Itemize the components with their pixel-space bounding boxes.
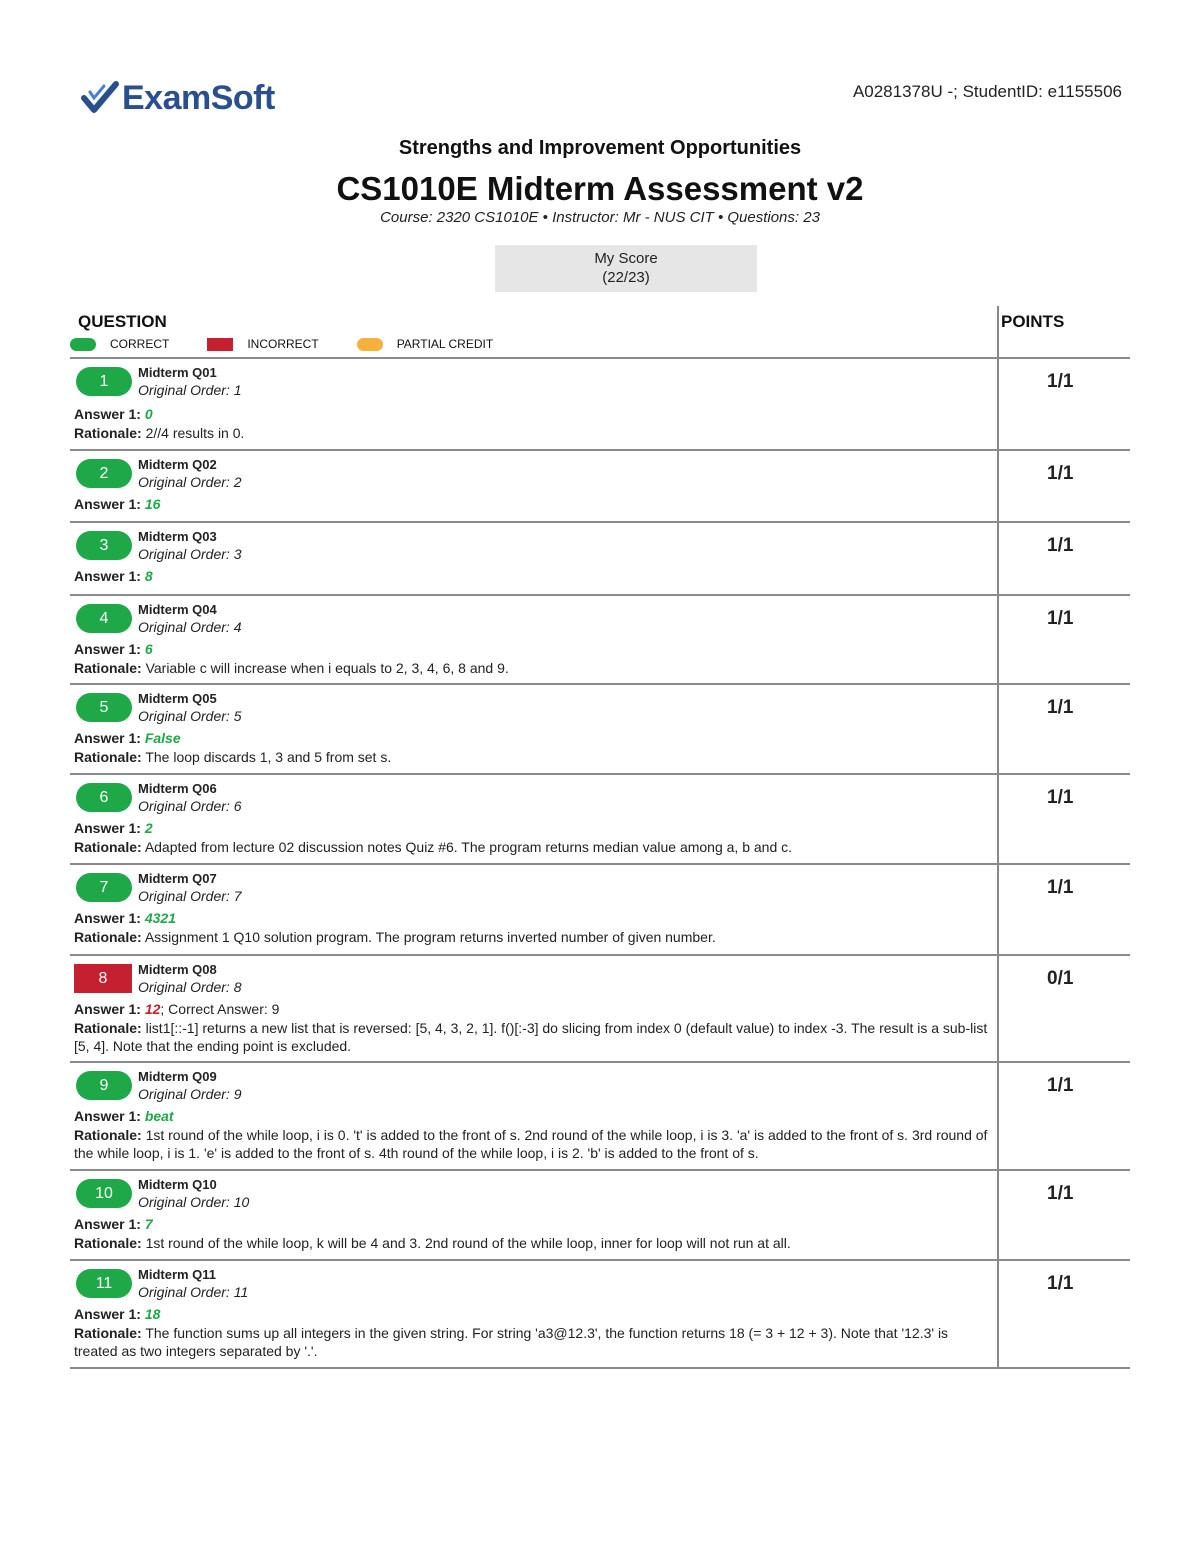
question-name: Midterm Q11 xyxy=(138,1267,217,1282)
answer-line xyxy=(74,730,181,746)
question-points: 1/1 xyxy=(1047,371,1074,392)
rationale-line xyxy=(74,1234,989,1252)
answer-line xyxy=(74,1108,174,1124)
rationale-line xyxy=(74,838,989,856)
question-row xyxy=(70,449,1130,521)
answer-value: beat xyxy=(144,1108,174,1124)
question-name: Midterm Q09 xyxy=(138,1069,217,1084)
answer-label: Answer 1: xyxy=(74,1108,141,1124)
answer-label: Answer 1: xyxy=(74,496,141,512)
rationale-line xyxy=(74,748,989,766)
points-column-header: POINTS xyxy=(1001,312,1065,331)
question-row xyxy=(70,1259,1130,1369)
question-number-badge: 5 xyxy=(76,693,132,722)
question-row xyxy=(70,773,1130,863)
answer-value: 6 xyxy=(144,641,153,657)
correct-answer: ; Correct Answer: 9 xyxy=(160,1001,280,1017)
original-order: Original Order: 8 xyxy=(138,979,242,995)
rationale-text: list1[::-1] returns a new list that is reversed: [5, 4, 3, 2, 1]. f()[:-3] do slicing from index 0 (default value) to index -3. The result is a sub-list [5, 4]. Note that the ending point is excluded. xyxy=(74,1020,988,1054)
question-name: Midterm Q07 xyxy=(138,871,217,886)
exam-meta: Course: 2320 CS1010E • Instructor: Mr - NUS CIT • Questions: 23 xyxy=(380,209,820,226)
check-logo-icon xyxy=(80,78,120,118)
rationale-text: The function sums up all integers in the given string. For string 'a3@12.3', the function returns 18 (= 3 + 12 + 3). Note that '12.3' is treated as two integers separated by '.'. xyxy=(74,1325,949,1359)
question-name: Midterm Q10 xyxy=(138,1177,217,1192)
question-points: 1/1 xyxy=(1047,608,1074,629)
legend-incorrect: INCORRECT xyxy=(247,337,319,351)
answer-label: Answer 1: xyxy=(74,1001,141,1017)
question-list xyxy=(70,357,1130,1369)
incorrect-swatch xyxy=(207,338,233,351)
question-points: 0/1 xyxy=(1047,968,1074,989)
question-name: Midterm Q01 xyxy=(138,365,217,380)
question-row xyxy=(70,521,1130,594)
answer-label: Answer 1: xyxy=(74,1306,141,1322)
answer-value: 16 xyxy=(144,496,161,512)
answer-line xyxy=(74,1306,160,1322)
question-number-badge: 3 xyxy=(76,531,132,560)
answer-label: Answer 1: xyxy=(74,406,141,422)
rationale-text: 1st round of the while loop, i is 0. 't' is added to the front of s. 2nd round of the while loop, i is 3. 'a' is added to the front of s. 3rd round of the while loop, i is 1. 'e' is added to the front of s. 4th round of the while loop, i is 2. 'b' is added to the front of s. xyxy=(74,1127,988,1161)
legend xyxy=(70,337,531,351)
question-number-badge: 4 xyxy=(76,604,132,633)
rationale-line xyxy=(74,424,989,442)
answer-line xyxy=(74,568,153,584)
rationale-text: The loop discards 1, 3 and 5 from set s. xyxy=(145,749,392,765)
rationale-text: Variable c will increase when i equals to 2, 3, 4, 6, 8 and 9. xyxy=(145,660,509,676)
answer-line xyxy=(74,820,153,836)
rationale-line xyxy=(74,659,989,677)
rationale-text: 1st round of the while loop, k will be 4 and 3. 2nd round of the while loop, inner for loop will not run at all. xyxy=(145,1235,791,1251)
question-number-badge: 7 xyxy=(76,873,132,902)
legend-partial: PARTIAL CREDIT xyxy=(396,337,494,351)
question-row xyxy=(70,1061,1130,1169)
answer-line xyxy=(74,1001,279,1017)
rationale-label: Rationale: xyxy=(74,425,142,441)
rationale-line xyxy=(74,1019,989,1055)
answer-value: 18 xyxy=(144,1306,161,1322)
legend-correct: CORRECT xyxy=(110,337,170,351)
score-label: My Score xyxy=(594,250,658,267)
question-number-badge: 9 xyxy=(76,1071,132,1100)
question-points: 1/1 xyxy=(1047,463,1074,484)
original-order: Original Order: 9 xyxy=(138,1086,242,1102)
rationale-label: Rationale: xyxy=(74,660,142,676)
answer-label: Answer 1: xyxy=(74,1216,141,1232)
answer-value: 12 xyxy=(144,1001,161,1017)
rationale-label: Rationale: xyxy=(74,1235,142,1251)
rationale-text: Assignment 1 Q10 solution program. The program returns inverted number of given number. xyxy=(144,929,716,945)
question-name: Midterm Q03 xyxy=(138,529,217,544)
original-order: Original Order: 6 xyxy=(138,798,242,814)
question-points: 1/1 xyxy=(1047,697,1074,718)
correct-swatch xyxy=(70,338,96,351)
rationale-label: Rationale: xyxy=(74,839,142,855)
answer-label: Answer 1: xyxy=(74,910,141,926)
original-order: Original Order: 4 xyxy=(138,619,242,635)
question-name: Midterm Q05 xyxy=(138,691,217,706)
original-order: Original Order: 1 xyxy=(138,382,242,398)
score-value: (22/23) xyxy=(602,269,650,286)
table-header xyxy=(70,306,1130,357)
rationale-label: Rationale: xyxy=(74,1127,142,1143)
answer-line xyxy=(74,406,153,422)
answer-label: Answer 1: xyxy=(74,820,141,836)
original-order: Original Order: 11 xyxy=(138,1284,249,1300)
question-name: Midterm Q08 xyxy=(138,962,217,977)
question-points: 1/1 xyxy=(1047,535,1074,556)
rationale-line xyxy=(74,928,989,946)
question-number-badge: 8 xyxy=(74,964,132,993)
question-number-badge: 6 xyxy=(76,783,132,812)
question-row xyxy=(70,863,1130,954)
partial-swatch xyxy=(357,338,383,351)
question-row xyxy=(70,1169,1130,1259)
rationale-text: Adapted from lecture 02 discussion notes Quiz #6. The program returns median value among a, b and c. xyxy=(144,839,793,855)
answer-label: Answer 1: xyxy=(74,641,141,657)
question-name: Midterm Q04 xyxy=(138,602,217,617)
question-points: 1/1 xyxy=(1047,877,1074,898)
answer-value: 0 xyxy=(144,406,153,422)
question-row xyxy=(70,594,1130,683)
question-points: 1/1 xyxy=(1047,1183,1074,1204)
rationale-label: Rationale: xyxy=(74,1325,142,1341)
rationale-label: Rationale: xyxy=(74,1020,142,1036)
original-order: Original Order: 5 xyxy=(138,708,242,724)
score-box xyxy=(495,245,757,292)
original-order: Original Order: 7 xyxy=(138,888,242,904)
rationale-text: 2//4 results in 0. xyxy=(145,425,245,441)
report-subtitle: Strengths and Improvement Opportunities xyxy=(398,137,802,159)
examsoft-logo xyxy=(80,76,275,120)
original-order: Original Order: 2 xyxy=(138,474,242,490)
question-number-badge: 1 xyxy=(76,367,132,396)
answer-label: Answer 1: xyxy=(74,568,141,584)
question-row xyxy=(70,954,1130,1061)
question-points: 1/1 xyxy=(1047,1075,1074,1096)
question-name: Midterm Q02 xyxy=(138,457,217,472)
question-row xyxy=(70,357,1130,449)
answer-line xyxy=(74,910,176,926)
question-number-badge: 11 xyxy=(76,1269,132,1298)
rationale-label: Rationale: xyxy=(74,749,142,765)
original-order: Original Order: 3 xyxy=(138,546,242,562)
answer-line xyxy=(74,496,160,512)
rationale-label: Rationale: xyxy=(74,929,142,945)
question-column-header: QUESTION xyxy=(78,312,167,331)
question-name: Midterm Q06 xyxy=(138,781,217,796)
answer-value: 7 xyxy=(144,1216,153,1232)
rationale-line xyxy=(74,1324,989,1360)
rationale-line xyxy=(74,1126,989,1162)
answer-value: 4321 xyxy=(144,910,176,926)
brand-name: ExamSoft xyxy=(122,78,275,117)
answer-label: Answer 1: xyxy=(74,730,141,746)
answer-value: 8 xyxy=(144,568,153,584)
answer-value: False xyxy=(144,730,181,746)
answer-line xyxy=(74,641,153,657)
original-order: Original Order: 10 xyxy=(138,1194,250,1210)
question-points: 1/1 xyxy=(1047,1273,1074,1294)
question-row xyxy=(70,683,1130,773)
exam-title: CS1010E Midterm Assessment v2 xyxy=(336,170,864,207)
question-number-badge: 10 xyxy=(76,1179,132,1208)
question-number-badge: 2 xyxy=(76,459,132,488)
answer-line xyxy=(74,1216,153,1232)
student-id: A0281378U -; StudentID: e1155506 xyxy=(852,82,1122,101)
answer-value: 2 xyxy=(144,820,153,836)
question-points: 1/1 xyxy=(1047,787,1074,808)
